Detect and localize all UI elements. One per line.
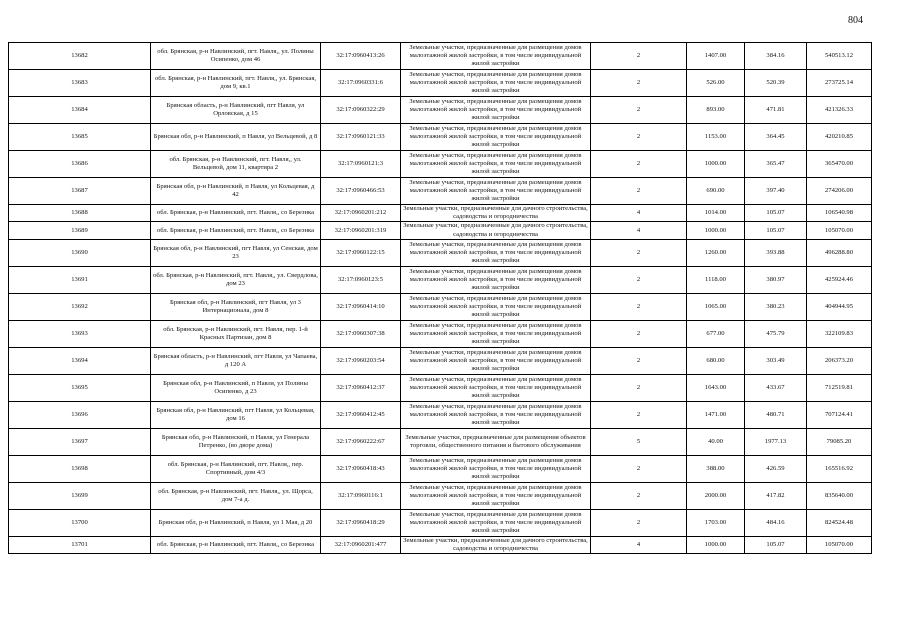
table-row: [9, 428, 872, 455]
land-purpose-cell: Земельные участки, предназначенные для дачного строительства, садоводства и огородничества: [401, 205, 591, 222]
cadastral-value-cell: 540513.12: [807, 43, 872, 70]
cadastral-value-cell: 165516.92: [807, 455, 872, 482]
address-cell: обл. Брянская, р-н Навлинский, пгт. Навля,, ул. Брянская, дом 9, кв.1: [151, 70, 321, 97]
row-id-cell: 13683: [9, 70, 151, 97]
cadastral-number-cell: 32:17:0960122:15: [321, 239, 401, 266]
cadastral-number-cell: 32:17:0960418:29: [321, 509, 401, 536]
land-purpose-cell: Земельные участки, предназначенные для размещения домов малоэтажной жилой застройки, в том числе индивидуальной жилой застройки: [401, 43, 591, 70]
group-cell: 2: [591, 151, 687, 178]
cadastral-value-cell: 105070.00: [807, 536, 872, 553]
area-cell: 1260.00: [687, 239, 745, 266]
table-row: [9, 266, 872, 293]
row-id-cell: 13684: [9, 97, 151, 124]
address-cell: обл. Брянская, р-н Навлинский, пгт. Навля,, ул. Вельцевой, дом 11, квартира 2: [151, 151, 321, 178]
rate-cell: 426.59: [745, 455, 807, 482]
rate-cell: 393.88: [745, 239, 807, 266]
table-row: [9, 222, 872, 239]
page-number: 804: [848, 15, 863, 26]
land-purpose-cell: Земельные участки, предназначенные для размещения домов малоэтажной жилой застройки, в том числе индивидуальной жилой застройки: [401, 266, 591, 293]
cadastral-value-cell: 420210.85: [807, 124, 872, 151]
cadastral-value-cell: 365470.00: [807, 151, 872, 178]
table-row: [9, 374, 872, 401]
cadastral-value-cell: 105070.00: [807, 222, 872, 239]
row-id-cell: 13698: [9, 455, 151, 482]
cadastral-number-cell: 32:17:0960466:53: [321, 178, 401, 205]
rate-cell: 475.79: [745, 320, 807, 347]
row-id-cell: 13695: [9, 374, 151, 401]
rate-cell: 303.49: [745, 347, 807, 374]
land-purpose-cell: Земельные участки, предназначенные для размещения домов малоэтажной жилой застройки, в том числе индивидуальной жилой застройки: [401, 70, 591, 97]
address-cell: обл. Брянская, р-н Навлинский, пгт. Навля,, со Березнка: [151, 205, 321, 222]
row-id-cell: 13694: [9, 347, 151, 374]
area-cell: 677.00: [687, 320, 745, 347]
table-row: [9, 455, 872, 482]
cadastral-value-cell: 273725.14: [807, 70, 872, 97]
table-row: [9, 124, 872, 151]
land-purpose-cell: Земельные участки, предназначенные для размещения домов малоэтажной жилой застройки, в том числе индивидуальной жилой застройки: [401, 455, 591, 482]
group-cell: 2: [591, 43, 687, 70]
row-id-cell: 13696: [9, 401, 151, 428]
cadastral-number-cell: 32:17:0960412:37: [321, 374, 401, 401]
area-cell: 690.00: [687, 178, 745, 205]
land-purpose-cell: Земельные участки, предназначенные для дачного строительства, садоводства и огородничества: [401, 536, 591, 553]
row-id-cell: 13690: [9, 239, 151, 266]
address-cell: Брянская область, р-н Навлинский, пгт Навля, ул Орловская, д 15: [151, 97, 321, 124]
cadastral-number-cell: 32:17:0960414:10: [321, 293, 401, 320]
area-cell: 1000.00: [687, 151, 745, 178]
area-cell: 2000.00: [687, 482, 745, 509]
area-cell: 1407.00: [687, 43, 745, 70]
rate-cell: 433.67: [745, 374, 807, 401]
land-purpose-cell: Земельные участки, предназначенные для размещения домов малоэтажной жилой застройки, в том числе индивидуальной жилой застройки: [401, 97, 591, 124]
table-row: [9, 97, 872, 124]
rate-cell: 365.47: [745, 151, 807, 178]
cadastral-value-cell: 835640.00: [807, 482, 872, 509]
rate-cell: 105.07: [745, 536, 807, 553]
cadastral-number-cell: 32:17:0960201:319: [321, 222, 401, 239]
area-cell: 1471.00: [687, 401, 745, 428]
cadastral-value-cell: 79085.20: [807, 428, 872, 455]
table-row: [9, 509, 872, 536]
group-cell: 2: [591, 320, 687, 347]
group-cell: 2: [591, 401, 687, 428]
cadastral-value-cell: 421326.33: [807, 97, 872, 124]
group-cell: 4: [591, 222, 687, 239]
address-cell: Брянская обл, р-н Навлинский, пгт Навля, ул Кольцевая, дом 16: [151, 401, 321, 428]
cadastral-number-cell: 32:17:0960203:54: [321, 347, 401, 374]
cadastral-number-cell: 32:17:0960322:29: [321, 97, 401, 124]
rate-cell: 364.45: [745, 124, 807, 151]
land-purpose-cell: Земельные участки, предназначенные для размещения домов малоэтажной жилой застройки, в том числе индивидуальной жилой застройки: [401, 509, 591, 536]
group-cell: 2: [591, 293, 687, 320]
table-row: [9, 320, 872, 347]
cadastral-number-cell: 32:17:0960307:38: [321, 320, 401, 347]
group-cell: 2: [591, 266, 687, 293]
rate-cell: 384.16: [745, 43, 807, 70]
group-cell: 4: [591, 536, 687, 553]
group-cell: 2: [591, 97, 687, 124]
rate-cell: 380.97: [745, 266, 807, 293]
group-cell: 2: [591, 124, 687, 151]
row-id-cell: 13692: [9, 293, 151, 320]
group-cell: 2: [591, 374, 687, 401]
group-cell: 4: [591, 205, 687, 222]
area-cell: 1153.00: [687, 124, 745, 151]
cadastral-number-cell: 32:17:0960121:33: [321, 124, 401, 151]
row-id-cell: 13689: [9, 222, 151, 239]
table-row: [9, 347, 872, 374]
address-cell: обл. Брянская, р-н Навлинский, пгт. Навля,, со Березнка: [151, 222, 321, 239]
land-purpose-cell: Земельные участки, предназначенные для размещения домов малоэтажной жилой застройки, в том числе индивидуальной жилой застройки: [401, 124, 591, 151]
address-cell: обл. Брянская, р-н Навлинский, пгт. Навля,, со Березнка: [151, 536, 321, 553]
cadastral-value-cell: 106540.98: [807, 205, 872, 222]
table-row: [9, 482, 872, 509]
group-cell: 2: [591, 482, 687, 509]
land-purpose-cell: Земельные участки, предназначенные для дачного строительства, садоводства и огородничества: [401, 222, 591, 239]
cadastral-number-cell: 32:17:0960331:6: [321, 70, 401, 97]
land-purpose-cell: Земельные участки, предназначенные для размещения домов малоэтажной жилой застройки, в том числе индивидуальной жилой застройки: [401, 374, 591, 401]
area-cell: 388.00: [687, 455, 745, 482]
table-row: [9, 178, 872, 205]
group-cell: 2: [591, 347, 687, 374]
group-cell: 2: [591, 455, 687, 482]
row-id-cell: 13697: [9, 428, 151, 455]
land-purpose-cell: Земельные участки, предназначенные для размещения объектов торговли, общественного питания и бытового обслуживания: [401, 428, 591, 455]
land-purpose-cell: Земельные участки, предназначенные для размещения домов малоэтажной жилой застройки, в том числе индивидуальной жилой застройки: [401, 320, 591, 347]
rate-cell: 480.71: [745, 401, 807, 428]
row-id-cell: 13700: [9, 509, 151, 536]
address-cell: Брянская область, р-н Навлинский, пгт Навля, ул Чапаева, д 120 А: [151, 347, 321, 374]
area-cell: 1118.00: [687, 266, 745, 293]
cadastral-number-cell: 32:17:0960413:26: [321, 43, 401, 70]
address-cell: Брянская обл, р-н Навлинский, пгт Навля, ул 3 Интернационала, дом 8: [151, 293, 321, 320]
area-cell: 1014.00: [687, 205, 745, 222]
address-cell: обл. Брянская, р-н Навлинский, пгт. Навля,, ул. Щорса, дом 7-а д.: [151, 482, 321, 509]
row-id-cell: 13691: [9, 266, 151, 293]
row-id-cell: 13687: [9, 178, 151, 205]
rate-cell: 520.39: [745, 70, 807, 97]
cadastral-number-cell: 32:17:0960418:43: [321, 455, 401, 482]
table-row: [9, 151, 872, 178]
row-id-cell: 13701: [9, 536, 151, 553]
table-row: [9, 536, 872, 553]
group-cell: 2: [591, 178, 687, 205]
cadastral-value-cell: 496288.80: [807, 239, 872, 266]
address-cell: обл. Брянская, р-н Навлинский, пгт. Навля, пер. 1-й Красных Партизан, дом 8: [151, 320, 321, 347]
land-purpose-cell: Земельные участки, предназначенные для размещения домов малоэтажной жилой застройки, в том числе индивидуальной жилой застройки: [401, 293, 591, 320]
cadastral-number-cell: 32:17:0960123:5: [321, 266, 401, 293]
rate-cell: 471.81: [745, 97, 807, 124]
address-cell: Брянская обл, р-н Навлинский, п Навля, ул Полины Осипенко, д 23: [151, 374, 321, 401]
area-cell: 1000.00: [687, 536, 745, 553]
land-purpose-cell: Земельные участки, предназначенные для размещения домов малоэтажной жилой застройки, в том числе индивидуальной жилой застройки: [401, 239, 591, 266]
row-id-cell: 13688: [9, 205, 151, 222]
rate-cell: 484.16: [745, 509, 807, 536]
table-body: [9, 43, 872, 554]
table-row: [9, 43, 872, 70]
land-purpose-cell: Земельные участки, предназначенные для размещения домов малоэтажной жилой застройки, в том числе индивидуальной жилой застройки: [401, 347, 591, 374]
group-cell: 2: [591, 70, 687, 97]
cadastral-number-cell: 32:17:0960121:3: [321, 151, 401, 178]
land-purpose-cell: Земельные участки, предназначенные для размещения домов малоэтажной жилой застройки, в том числе индивидуальной жилой застройки: [401, 482, 591, 509]
area-cell: 1065.00: [687, 293, 745, 320]
address-cell: обл. Брянская, р-н Навлинский, пгт. Навля,, ул. Свердлова, дом 23: [151, 266, 321, 293]
cadastral-number-cell: 32:17:0960201:212: [321, 205, 401, 222]
group-cell: 2: [591, 509, 687, 536]
land-purpose-cell: Земельные участки, предназначенные для размещения домов малоэтажной жилой застройки, в том числе индивидуальной жилой застройки: [401, 401, 591, 428]
cadastral-number-cell: 32:17:0960201:477: [321, 536, 401, 553]
row-id-cell: 13682: [9, 43, 151, 70]
area-cell: 1643.00: [687, 374, 745, 401]
table-row: [9, 239, 872, 266]
land-registry-table: [8, 42, 872, 554]
address-cell: Брянская обл, р-н Навлинский, пгт Навля, ул Сенская, дом 23: [151, 239, 321, 266]
table-row: [9, 293, 872, 320]
area-cell: 680.00: [687, 347, 745, 374]
address-cell: обл. Брянская, р-н Навлинский, пгт. Навля,, пер. Спортивный, дом 4/3: [151, 455, 321, 482]
cadastral-number-cell: 32:17:0960116:1: [321, 482, 401, 509]
address-cell: обл. Брянская, р-н Навлинский, пгт. Навля,, ул. Полины Осипенко, дом 46: [151, 43, 321, 70]
row-id-cell: 13686: [9, 151, 151, 178]
address-cell: Брянская обл, р-н Навлинский, п Навля, ул 1 Мая, д 20: [151, 509, 321, 536]
table-row: [9, 70, 872, 97]
row-id-cell: 13699: [9, 482, 151, 509]
row-id-cell: 13693: [9, 320, 151, 347]
area-cell: 893.00: [687, 97, 745, 124]
land-purpose-cell: Земельные участки, предназначенные для размещения домов малоэтажной жилой застройки, в том числе индивидуальной жилой застройки: [401, 151, 591, 178]
area-cell: 526.00: [687, 70, 745, 97]
cadastral-value-cell: 712519.81: [807, 374, 872, 401]
cadastral-value-cell: 274206.00: [807, 178, 872, 205]
rate-cell: 417.82: [745, 482, 807, 509]
cadastral-number-cell: 32:17:0960222:67: [321, 428, 401, 455]
table-row: [9, 401, 872, 428]
table-row: [9, 205, 872, 222]
cadastral-value-cell: 404944.95: [807, 293, 872, 320]
rate-cell: 380.23: [745, 293, 807, 320]
land-purpose-cell: Земельные участки, предназначенные для размещения домов малоэтажной жилой застройки, в том числе индивидуальной жилой застройки: [401, 178, 591, 205]
address-cell: Брянская обл, р-н Навлинский, п Навля, ул Кольцевая, д 42: [151, 178, 321, 205]
rate-cell: 105.07: [745, 222, 807, 239]
row-id-cell: 13685: [9, 124, 151, 151]
cadastral-number-cell: 32:17:0960412:45: [321, 401, 401, 428]
rate-cell: 105.07: [745, 205, 807, 222]
cadastral-value-cell: 707124.41: [807, 401, 872, 428]
cadastral-value-cell: 206373.20: [807, 347, 872, 374]
rate-cell: 1977.13: [745, 428, 807, 455]
area-cell: 1000.00: [687, 222, 745, 239]
area-cell: 40.00: [687, 428, 745, 455]
cadastral-value-cell: 322109.83: [807, 320, 872, 347]
group-cell: 5: [591, 428, 687, 455]
area-cell: 1703.00: [687, 509, 745, 536]
cadastral-value-cell: 824524.48: [807, 509, 872, 536]
rate-cell: 397.40: [745, 178, 807, 205]
address-cell: Брянская обл, р-н Навлинский, п Навля, ул Вельцевой, д 8: [151, 124, 321, 151]
cadastral-value-cell: 425924.46: [807, 266, 872, 293]
address-cell: Брянская обл, р-н Навлинский, п Навля, ул Генерала Петренко, (во дворе дома): [151, 428, 321, 455]
group-cell: 2: [591, 239, 687, 266]
